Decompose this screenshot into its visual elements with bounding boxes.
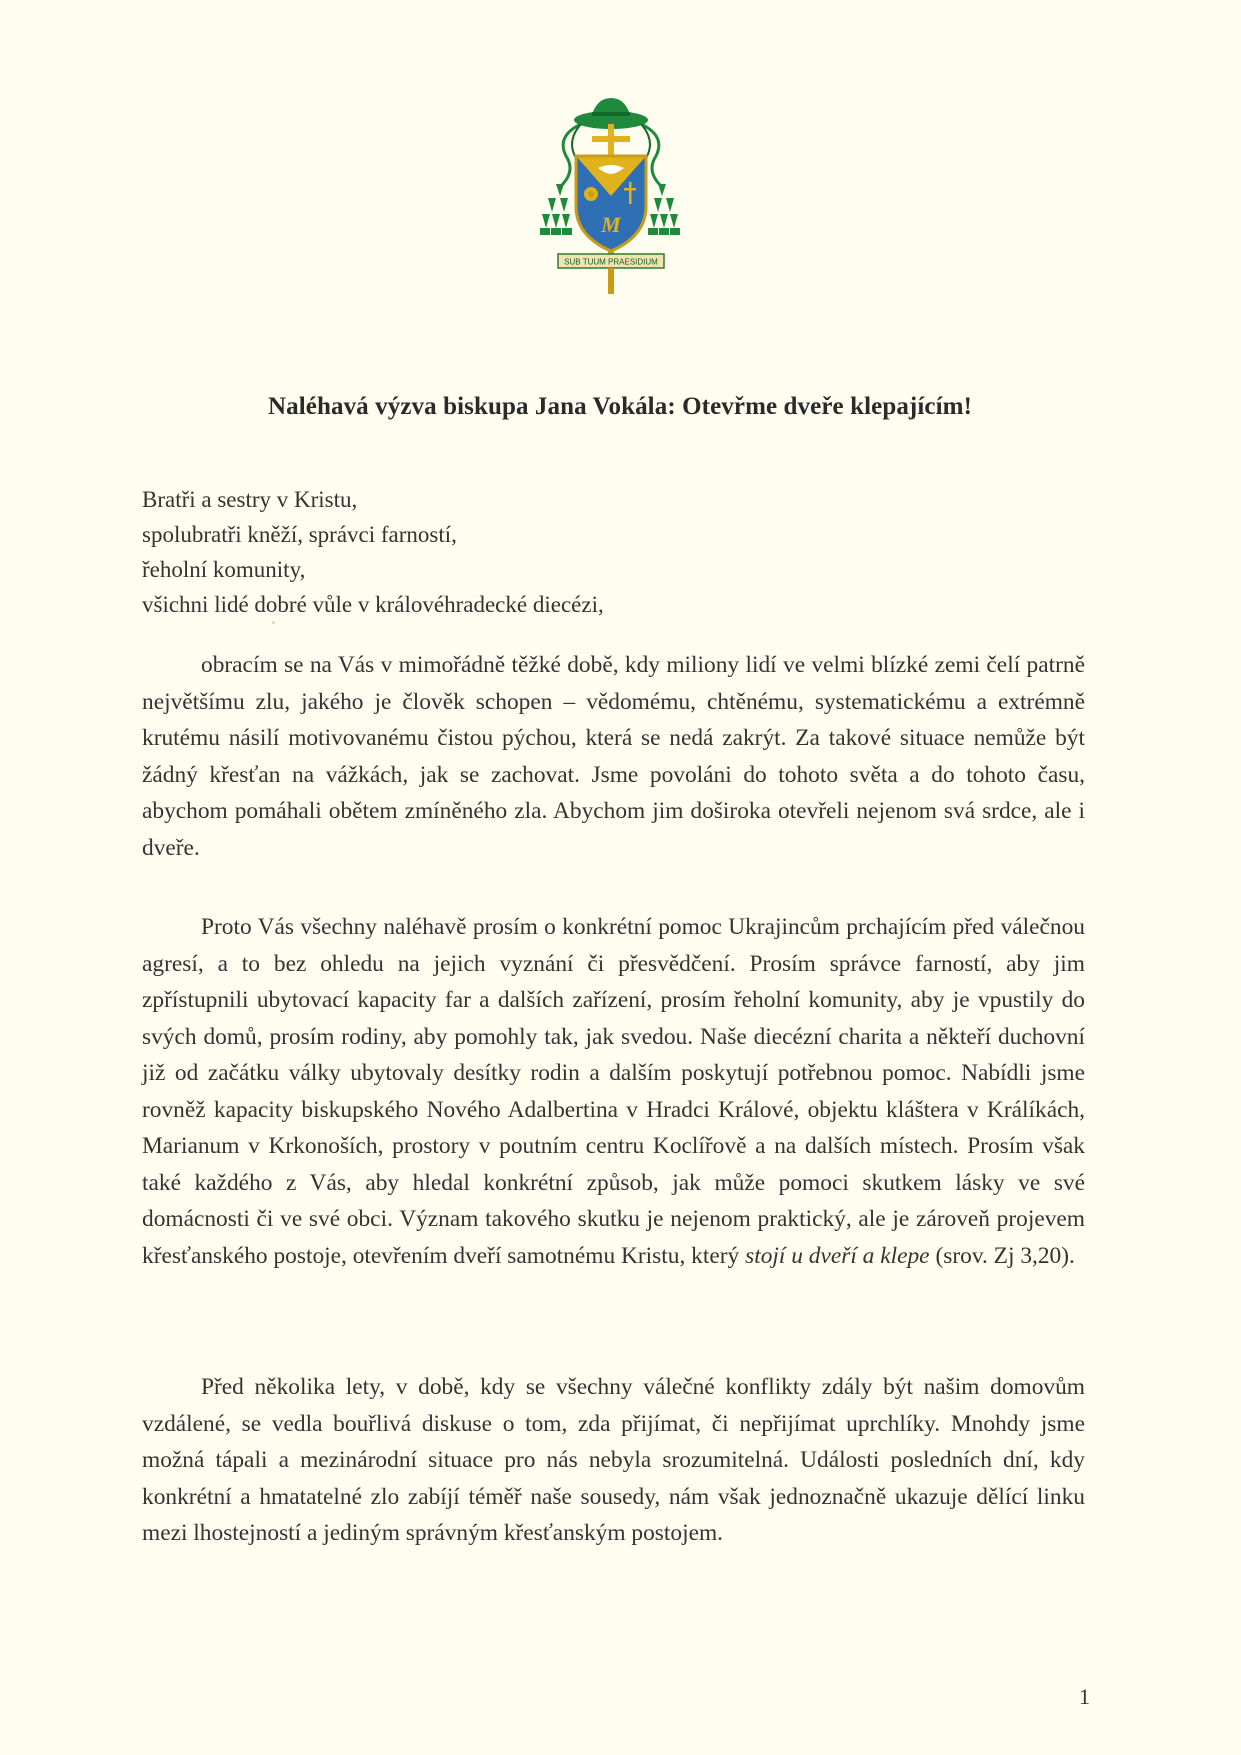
document-title: Naléhavá výzva biskupa Jana Vokála: Otevřme dveře klepajícím! [267, 392, 972, 420]
salutation-line: spolubratři kněží, správci farností, [142, 522, 457, 547]
paragraph-2-quote: stojí u dveří a klepe [745, 1242, 930, 1269]
paragraph-2-reference: (srov. Zj 3,20). [935, 1242, 1075, 1269]
paragraph-2-text: Proto Vás všechny naléhavě prosím o konkrétní pomoc Ukrajincům prchajícím před válečnou agresí, a to bez ohledu na jejich vyznání či přesvědčení. Prosím správce farností, aby jim zpřístupnili ubytovací kapacity far a dalších zařízení, prosím řeholní komunity, aby je vpustily do svých domů, prosím rodiny, aby pomohly tak, jak svedou. Naše diecézní charita a někteří duchovní již od začátku války ubytovaly desítky rodin a dalším poskytují potřebnou pomoc. Nabídli jsme rovněž kapacity biskupského Nového Adalbertina v Hradci Králové, objektu kláštera v Králíkách, Marianum v Krkonoších, prostory v poutním centru Koclířově a na dalších místech. Prosím však také každého z Vás, aby hledal konkrétní způsob, jak může pomoci skutkem lásky ve své domácnosti či ve své obci. Význam takového skutku je nejenom praktický, ale je zároveň projevem křesťanského postoje, otevřením dveří samotnému Kristu, který [142, 914, 1085, 1269]
paragraph-2 [142, 909, 1085, 1274]
salutation-line: řeholní komunity, [142, 557, 306, 582]
salutation-line: všichni lidé dobré vůle v královéhradecké diecézi, [142, 592, 604, 617]
svg-text:SUB TUUM PRAESIDIUM: SUB TUUM PRAESIDIUM [564, 257, 658, 267]
page-number: 1 [1079, 1684, 1090, 1709]
svg-text:M: M [601, 212, 621, 237]
paragraph-1: obracím se na Vás v mimořádně těžké době, kdy miliony lidí ve velmi blízké zemi čelí patrně největšímu zlu, jakého je člověk schopen – vědomému, chtěnému, systematickému a extrémně krutému násilí motivovanému čistou pýchou, která se nedá zakrýt. Za takové situace nemůže být žádný křesťan na vážkách, jak se zachovat. Jsme povoláni do tohoto světa a do tohoto času, abychom pomáhali obětem zmíněného zla. Abychom jim doširoka otevřeli nejenom svá srdce, ale i dveře. [142, 652, 1085, 861]
scan-artifact [272, 621, 275, 624]
coat-of-arms-icon [536, 96, 686, 306]
salutation-line: Bratři a sestry v Kristu, [142, 487, 358, 512]
salutation [142, 482, 1042, 622]
paragraph-3: Před několika lety, v době, kdy se všechny válečné konflikty zdály být našim domovům vzdálené, se vedla bouřlivá diskuse o tom, zda přijímat, či nepřijímat uprchlíky. Mnohdy jsme možná tápali a mezinárodní situace pro nás nebyla srozumitelná. Události posledních dní, kdy konkrétní a hmatatelné zlo zabíjí téměř naše sousedy, nám však jednoznačně ukazuje dělící linku mezi lhostejností a jediným správným křesťanským postojem. [142, 1374, 1085, 1546]
